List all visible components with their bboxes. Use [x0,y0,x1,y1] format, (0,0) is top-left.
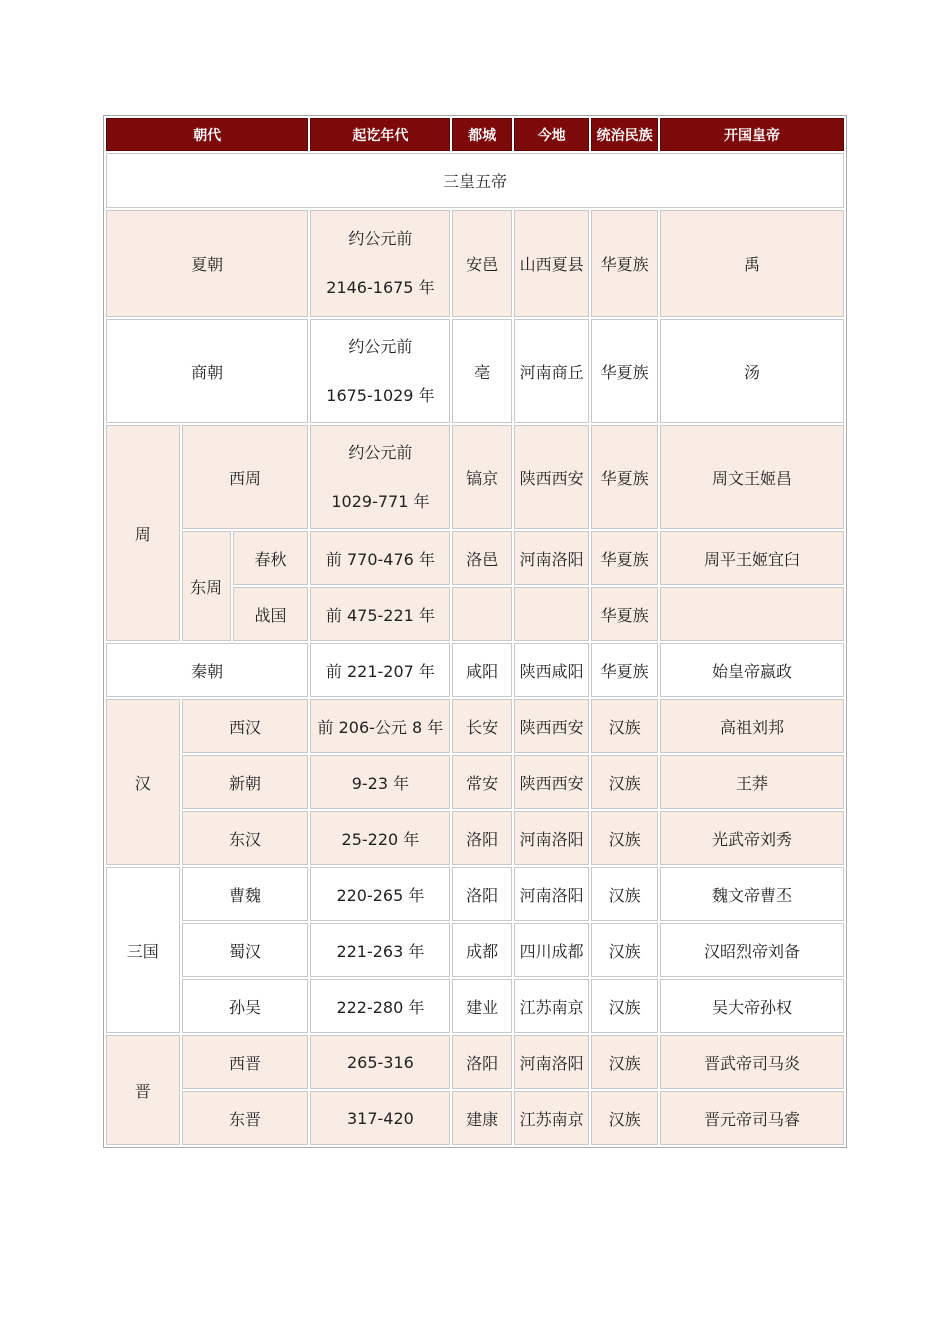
table-row [106,319,844,423]
table-row [106,1091,844,1145]
capital-cell: 洛阳 [452,811,511,865]
table-row [106,755,844,809]
capital-cell: 亳 [452,319,511,423]
dynasty-link-zhanguo[interactable]: 战国 [233,587,309,641]
years-cell: 317-420 [310,1091,450,1145]
ethnic-cell: 华夏族 [591,319,657,423]
header-years: 起讫年代 [310,118,450,151]
dynasty-link-xia[interactable]: 夏朝 [106,210,308,317]
kingdom-cell: 孙吴 [182,979,309,1033]
dynasty-link-dongjin[interactable]: 东晋 [182,1091,309,1145]
years-line: 约公元前 [348,336,413,356]
table-row [106,867,844,921]
years-cell [310,210,450,317]
years-line: 1675-1029 年 [326,385,435,405]
capital-cell: 洛邑 [452,531,511,585]
place-cell: 河南洛阳 [514,531,590,585]
capital-cell: 建康 [452,1091,511,1145]
dynasty-link-chunqiu[interactable]: 春秋 [233,531,309,585]
capital-cell: 安邑 [452,210,511,317]
years-cell: 前 475-221 年 [310,587,450,641]
years-cell: 前 206-公元 8 年 [310,699,450,753]
ethnic-cell: 汉族 [591,867,657,921]
dynasty-han: 汉 [106,699,180,865]
founder-cell: 光武帝刘秀 [660,811,844,865]
capital-cell: 咸阳 [452,643,511,697]
capital-cell: 洛阳 [452,867,511,921]
ethnic-cell: 华夏族 [591,210,657,317]
years-cell [310,425,450,529]
capital-cell: 成都 [452,923,511,977]
years-line: 约公元前 [348,442,413,462]
kingdom-cell: 曹魏 [182,867,309,921]
dynasty-link-shang[interactable]: 商朝 [106,319,308,423]
years-cell: 222-280 年 [310,979,450,1033]
table-row [106,979,844,1033]
place-cell: 河南商丘 [514,319,590,423]
years-line: 2146-1675 年 [326,278,435,297]
place-cell: 陕西咸阳 [514,643,590,697]
founder-cell [660,587,844,641]
ethnic-cell: 汉族 [591,811,657,865]
ethnic-cell: 汉族 [591,979,657,1033]
founder-cell: 汤 [660,319,844,423]
years-cell: 221-263 年 [310,923,450,977]
place-cell: 陕西西安 [514,425,590,529]
founder-cell: 周文王姬昌 [660,425,844,529]
header-capital: 都城 [452,118,511,151]
header-ethnic: 统治民族 [591,118,657,151]
capital-cell: 常安 [452,755,511,809]
header-founder: 开国皇帝 [660,118,844,151]
years-line: 1029-771 年 [331,491,430,511]
capital-cell: 长安 [452,699,511,753]
years-cell: 220-265 年 [310,867,450,921]
founder-cell: 周平王姬宜臼 [660,531,844,585]
place-cell: 河南洛阳 [514,1035,590,1089]
ethnic-cell: 华夏族 [591,531,657,585]
place-cell: 山西夏县 [514,210,590,317]
sanhuang-wudi-cell: 三皇五帝 [106,153,844,208]
table-row [106,923,844,977]
founder-cell: 魏文帝曹丕 [660,867,844,921]
kingdom-cell: 蜀汉 [182,923,309,977]
dynasty-link-qin[interactable]: 秦朝 [106,643,308,697]
table-row [106,153,844,208]
capital-cell [452,587,511,641]
capital-cell: 洛阳 [452,1035,511,1089]
dynasty-zhou: 周 [106,425,180,641]
years-line: 约公元前 [348,229,413,248]
place-cell: 河南洛阳 [514,867,590,921]
founder-cell: 王莽 [660,755,844,809]
dynasty-table [103,115,847,1148]
years-cell: 前 770-476 年 [310,531,450,585]
place-cell: 陕西西安 [514,699,590,753]
ethnic-cell: 华夏族 [591,587,657,641]
founder-cell: 晋元帝司马睿 [660,1091,844,1145]
place-cell [514,587,590,641]
dynasty-link-xinchao[interactable]: 新朝 [182,755,309,809]
place-cell: 陕西西安 [514,755,590,809]
years-cell: 25-220 年 [310,811,450,865]
dynasty-jin: 晋 [106,1035,180,1145]
founder-cell: 禹 [660,210,844,317]
table-row [106,1035,844,1089]
years-cell: 前 221-207 年 [310,643,450,697]
years-cell: 9-23 年 [310,755,450,809]
years-cell: 265-316 [310,1035,450,1089]
table-row [106,811,844,865]
capital-cell: 镐京 [452,425,511,529]
years-cell [310,319,450,423]
table-row [106,425,844,529]
header-dynasty: 朝代 [106,118,308,151]
table-row [106,531,844,585]
table-row [106,699,844,753]
ethnic-cell: 汉族 [591,1091,657,1145]
dynasty-link-xizhou[interactable]: 西周 [182,425,309,529]
founder-cell: 汉昭烈帝刘备 [660,923,844,977]
header-present-place: 今地 [514,118,590,151]
place-cell: 河南洛阳 [514,811,590,865]
table-row [106,210,844,317]
ethnic-cell: 汉族 [591,699,657,753]
founder-cell: 晋武帝司马炎 [660,1035,844,1089]
ethnic-cell: 华夏族 [591,643,657,697]
place-cell: 四川成都 [514,923,590,977]
place-cell: 江苏南京 [514,1091,590,1145]
dynasty-link-xijin[interactable]: 西晋 [182,1035,309,1089]
ethnic-cell: 华夏族 [591,425,657,529]
capital-cell: 建业 [452,979,511,1033]
dynasty-link-sanguo[interactable]: 三国 [106,867,180,1033]
ethnic-cell: 汉族 [591,755,657,809]
ethnic-cell: 汉族 [591,923,657,977]
table-row [106,643,844,697]
place-cell: 江苏南京 [514,979,590,1033]
ethnic-cell: 汉族 [591,1035,657,1089]
founder-cell: 始皇帝嬴政 [660,643,844,697]
header-row [106,118,844,151]
dynasty-link-dongzhou[interactable]: 东周 [182,531,231,641]
founder-cell: 吴大帝孙权 [660,979,844,1033]
dynasty-link-xihan[interactable]: 西汉 [182,699,309,753]
founder-cell: 高祖刘邦 [660,699,844,753]
dynasty-link-donghan[interactable]: 东汉 [182,811,309,865]
